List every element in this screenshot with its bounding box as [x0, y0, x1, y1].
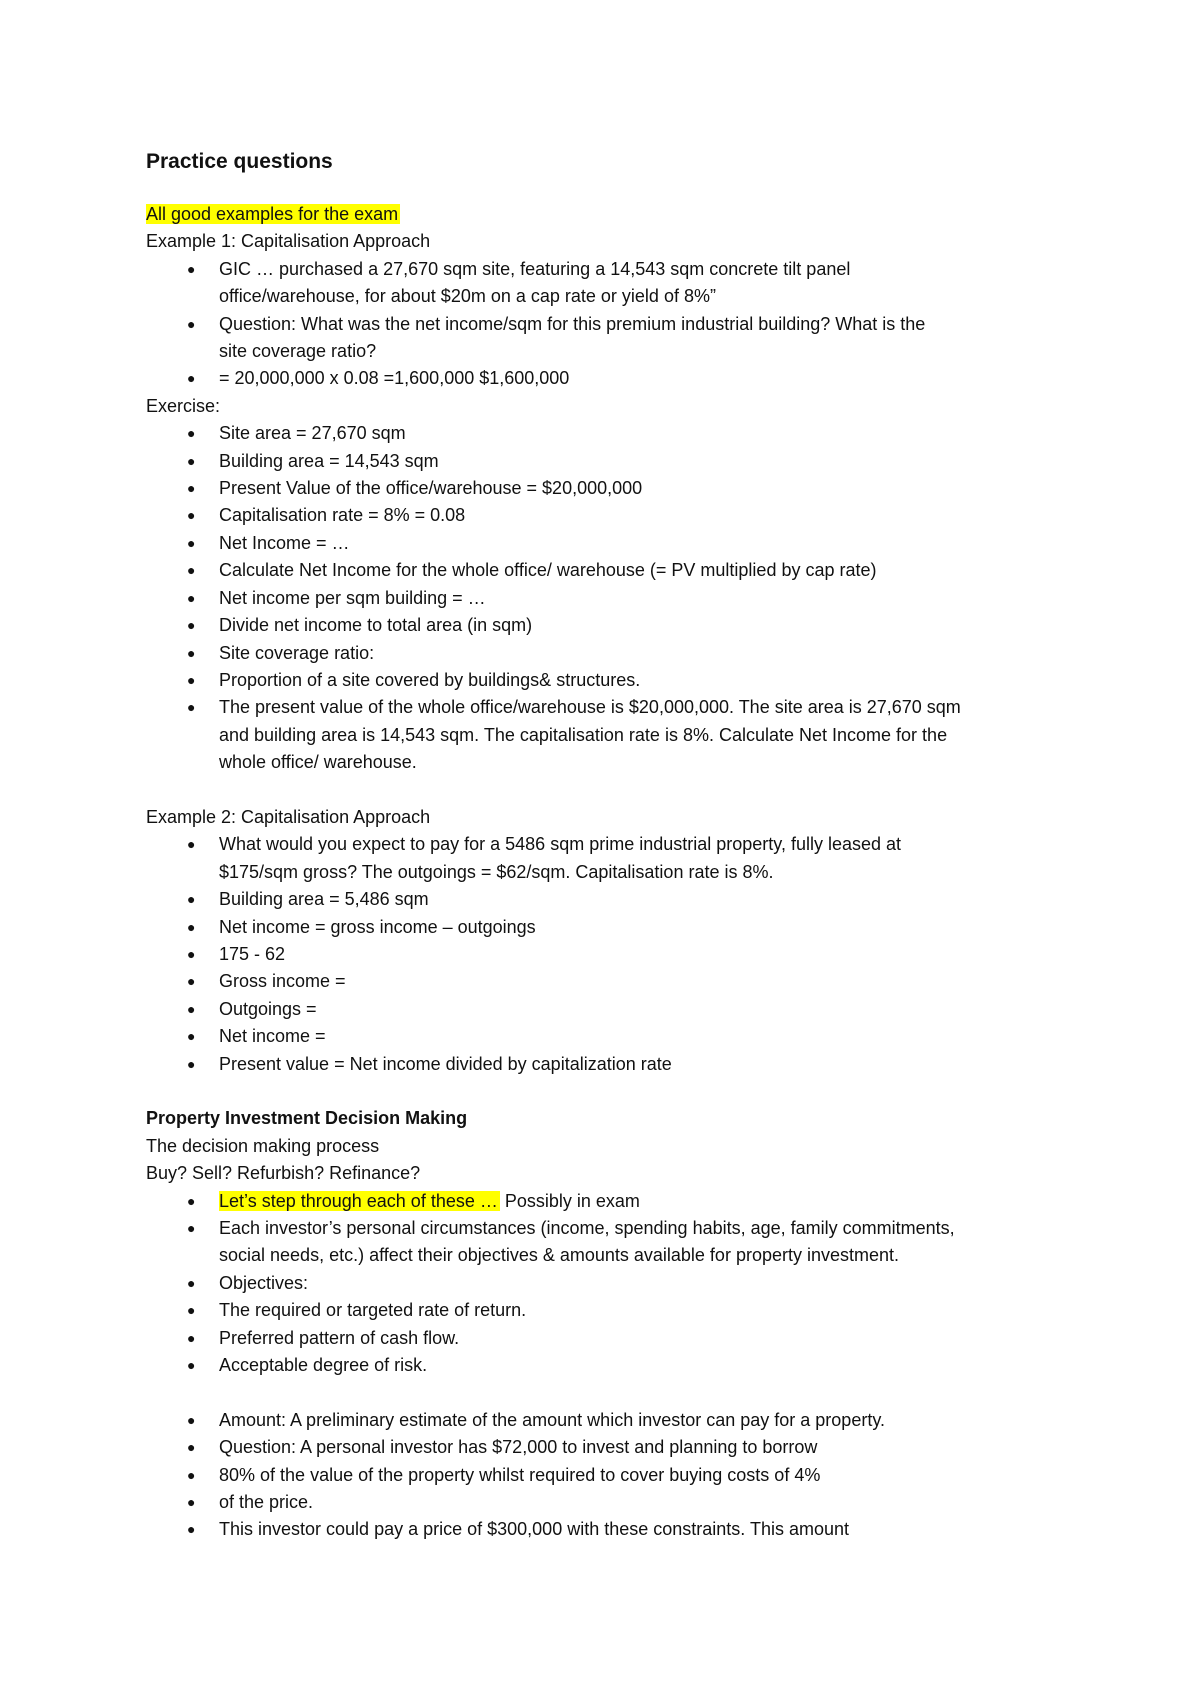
page-title: Practice questions [146, 150, 333, 173]
example2-heading: Example 2: Capitalisation Approach [146, 806, 431, 827]
decision-heading: Property Investment Decision Making [146, 1108, 468, 1129]
bullet-icon: ● [187, 452, 196, 469]
bullet-icon: ● [187, 589, 196, 606]
amount-list [146, 1407, 1086, 1544]
bullet-icon: ● [187, 425, 196, 442]
list-item: ● Present value = Net income divided by capitalization rate [146, 1051, 1086, 1078]
list-item: ● Preferred pattern of cash flow. [146, 1325, 1086, 1352]
list-item: ● Site coverage ratio: [146, 640, 1086, 667]
bullet-icon: ● [187, 1192, 196, 1209]
list-item: ● Outgoings = [146, 996, 1086, 1023]
example1-heading: Example 1: Capitalisation Approach [146, 231, 431, 252]
list-item: ● Proportion of a site covered by buildings& structures. [146, 667, 1086, 694]
bullet-icon: ● [187, 480, 196, 497]
spacer [146, 777, 1086, 804]
bullet-icon: ● [187, 1220, 196, 1236]
list-item: ● The present value of the whole office/warehouse is $20,000,000. The site area is 27,670 sqm and building area is 14,543 sqm. The capitalisation rate is 8%. Calculate Net Income for the whole office/ warehouse. [146, 694, 1086, 776]
bullet-icon: ● [187, 1302, 196, 1319]
bullet-icon: ● [187, 260, 196, 277]
list-item: ● GIC … purchased a 27,670 sqm site, featuring a 14,543 sqm concrete tilt panel office/warehouse, for about $20m on a cap rate or yield of 8%” [146, 256, 1086, 311]
list-item: ● of the price. [146, 1489, 1086, 1516]
bullet-icon: ● [187, 644, 196, 661]
list-item: ● Question: A personal investor has $72,000 to invest and planning to borrow [146, 1434, 1086, 1461]
example2-list [146, 831, 1086, 1078]
list-item: ● 175 - 62 [146, 941, 1086, 968]
bullet-icon: ● [187, 671, 196, 688]
bullet-icon: ● [187, 1466, 196, 1483]
spacer [146, 1379, 1086, 1406]
list-item: ● Objectives: [146, 1270, 1086, 1297]
list-item: ● Divide net income to total area (in sqm) [146, 612, 1086, 639]
bullet-icon: ● [187, 534, 196, 551]
list-item: ● Site area = 27,670 sqm [146, 420, 1086, 447]
list-item: ● Calculate Net Income for the whole office/ warehouse (= PV multiplied by cap rate) [146, 557, 1086, 584]
bullet-icon: ● [187, 699, 196, 716]
list-item: ● Net income per sqm building = … [146, 585, 1086, 612]
bullet-icon: ● [187, 370, 196, 387]
bullet-icon: ● [187, 1028, 196, 1045]
highlighted-text: Let’s step through each of these … [219, 1190, 498, 1211]
bullet-icon: ● [187, 1000, 196, 1017]
list-item: ● Gross income = [146, 968, 1086, 995]
exercise-heading: Exercise: [146, 395, 221, 416]
bullet-icon: ● [187, 1329, 196, 1346]
list-item: ● Question: What was the net income/sqm for this premium industrial building? What is the site coverage ratio? [146, 311, 1086, 366]
list-item: ● Let’s step through each of these … Possibly in exam [146, 1188, 1086, 1215]
list-item: ● Net income = [146, 1023, 1086, 1050]
list-item: ● The required or targeted rate of return. [146, 1297, 1086, 1324]
bullet-icon: ● [187, 1411, 196, 1428]
bullet-icon: ● [187, 1274, 196, 1291]
list-item: ● Present Value of the office/warehouse = $20,000,000 [146, 475, 1086, 502]
list-item: ● Amount: A preliminary estimate of the amount which investor can pay for a property. [146, 1407, 1086, 1434]
list-item: ● What would you expect to pay for a 5486 sqm prime industrial property, fully leased at $175/sqm gross? The outgoings = $62/sqm. Capitalisation rate is 8%. [146, 831, 1086, 886]
bullet-icon: ● [187, 562, 196, 579]
bullet-icon: ● [187, 507, 196, 524]
list-item: ● Building area = 14,543 sqm [146, 448, 1086, 475]
highlighted-text: All good examples for the exam [146, 204, 399, 224]
list-item: ● = 20,000,000 x 0.08 =1,600,000 $1,600,000 [146, 365, 1086, 392]
bullet-icon: ● [187, 836, 196, 853]
list-item: ● 80% of the value of the property whilst required to cover buying costs of 4% [146, 1462, 1086, 1489]
list-item: ● Capitalisation rate = 8% = 0.08 [146, 502, 1086, 529]
bullet-icon: ● [187, 891, 196, 908]
intro-highlight [146, 201, 1086, 228]
bullet-icon: ● [187, 1521, 196, 1538]
bullet-icon: ● [187, 1055, 196, 1072]
bullet-icon: ● [187, 918, 196, 935]
list-item: ● Net Income = … [146, 530, 1086, 557]
list-item: ● Each investor’s personal circumstances (income, spending habits, age, family commitments, social needs, etc.) affect their objectives & amounts available for property investment. [146, 1215, 1086, 1270]
bullet-icon: ● [187, 617, 196, 634]
document-content [146, 147, 1086, 1544]
decision-line-2: Buy? Sell? Refurbish? Refinance? [146, 1163, 421, 1184]
exercise-list [146, 420, 1086, 776]
decision-list [146, 1188, 1086, 1380]
list-item: ● Net income = gross income – outgoings [146, 914, 1086, 941]
list-item: ● Building area = 5,486 sqm [146, 886, 1086, 913]
bullet-icon: ● [187, 1439, 196, 1456]
decision-line-1: The decision making process [146, 1135, 380, 1156]
list-item: ● This investor could pay a price of $300,000 with these constraints. This amount [146, 1516, 1086, 1543]
example1-list [146, 256, 1086, 393]
bullet-icon: ● [187, 973, 196, 990]
bullet-icon: ● [187, 1494, 196, 1511]
list-item: ● Acceptable degree of risk. [146, 1352, 1086, 1379]
bullet-icon: ● [187, 1357, 196, 1374]
spacer [146, 1078, 1086, 1105]
bullet-icon: ● [187, 315, 196, 332]
bullet-icon: ● [187, 945, 196, 962]
